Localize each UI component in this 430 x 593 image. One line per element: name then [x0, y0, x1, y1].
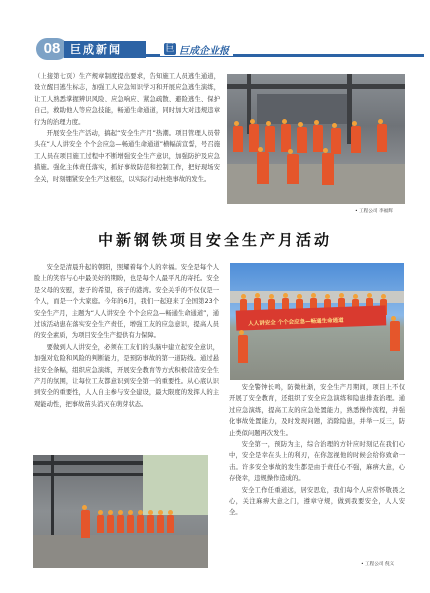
- article-headline: 中新钢铁项目安全生产月活动: [97, 231, 332, 249]
- safety-banner: [236, 305, 387, 330]
- photo-factory-hall: [33, 455, 208, 568]
- logo-text: 巨成企业报: [179, 45, 229, 57]
- main-article-paragraph: 安全警钟长鸣，防微杜渐，安全生产月期间，项目上不仅开展了安全教育，还组织了安全应急演练和隐患排查治理。通过应急演练，提高工友的应急处置能力，熟悉操作流程，并强化事故处置能力，及时发现问题，消除隐患，并举一反三，防止类似问题再次发生。: [229, 384, 405, 437]
- main-article-left: [34, 262, 219, 410]
- top-article-paragraph: 开展安全生产活动，搞起“安全生产月”热潮。项目管理人员带头在“人人讲安全 个个会应急—畅通生命通道”横幅前宣誓，号召施工人员在项目施工过程中不断增强安全生产意识，加强防护及应急措施。强化主体责任落实，抓好事故防范和控制工作，把好现场安全关，时刻绷紧安全生产这根弦，以实际行动杜绝事故的发生。: [34, 130, 220, 183]
- photo-banner-pledge: [230, 263, 404, 380]
- top-article-paragraph: （上接第七页）生产规章制度提出要求，告知施工人员逃生通道，设立醒目逃生标志，加强工人应急知识学习和开展应急逃生演练，让工人熟悉掌握辨识风险、应急响应、紧急疏散、避险逃生、保护自己，救助他人等应急技能，畅通生命通道，同时加大对违规违章行为的治理力度。: [34, 73, 220, 126]
- main-article-paragraph: 要做到人人讲安全，必须在工友们的头脑中建立起安全意识，加强对危险和风险的判断能力，是预防事故的第一道防线。通过悬挂安全条幅，组织应急演练，开展安全教育等方式积极营造安全生产月的氛围，让每位工友都意识到安全第一的重要性。从心底认识到安全的重要性，人人自主参与安全建设，最大限度的发挥人的主观能动性，把事故苗头消灭在萌芽状态。: [34, 343, 219, 408]
- page-number: 08: [36, 38, 68, 60]
- main-article-paragraph: 安全是清晨升起的朝阳，照耀着每个人的幸福。安全是每个人脸上的笑容与心中最美好的期盼，也是每个人最平凡的寄托。安全是父母的安慰，妻子的希望，孩子的港湾。安全关乎的不仅仅是一个人，而是一个大家庭。今年的6月，我们一起迎来了全国第23个安全生产月，主题为“人人讲安全 个个会应急—畅通生命通道”，通过该活动患在落实安全生产责任，增强工友的应急意识，提高人员的安全素质，为项目安全生产提供有力保障。: [34, 264, 219, 340]
- main-article-right: [229, 382, 405, 519]
- section-title: 巨成新闻: [64, 41, 146, 58]
- main-article-paragraph: 安全工作任重道远，居安思危，我们每个人应常怀敬畏之心，关注麻痹大意之门，遵章守规，做到我要安全，人人安全。: [229, 486, 405, 517]
- newspaper-logo: [160, 42, 233, 56]
- top-article-text: [34, 71, 220, 185]
- banner-text: 人人讲安全 个个会应急—畅通生命通道: [248, 317, 344, 328]
- photo-workers-plant: [227, 74, 405, 204]
- main-article-paragraph: 安全第一，预防为主，综合治理的方针应时刻记在我们心中，安全是幸在头上的利刃，在你忽视他的时候会给你致命一击。许多安全事故的发生都是由于责任心不强，麻痹大意，心存侥幸，违规操作造成的。: [229, 441, 405, 483]
- photo-caption: • 工程公司 李福辉: [355, 209, 393, 214]
- logo-icon: 巨: [165, 44, 175, 54]
- article-byline: • 工程公司 倪义: [361, 562, 395, 567]
